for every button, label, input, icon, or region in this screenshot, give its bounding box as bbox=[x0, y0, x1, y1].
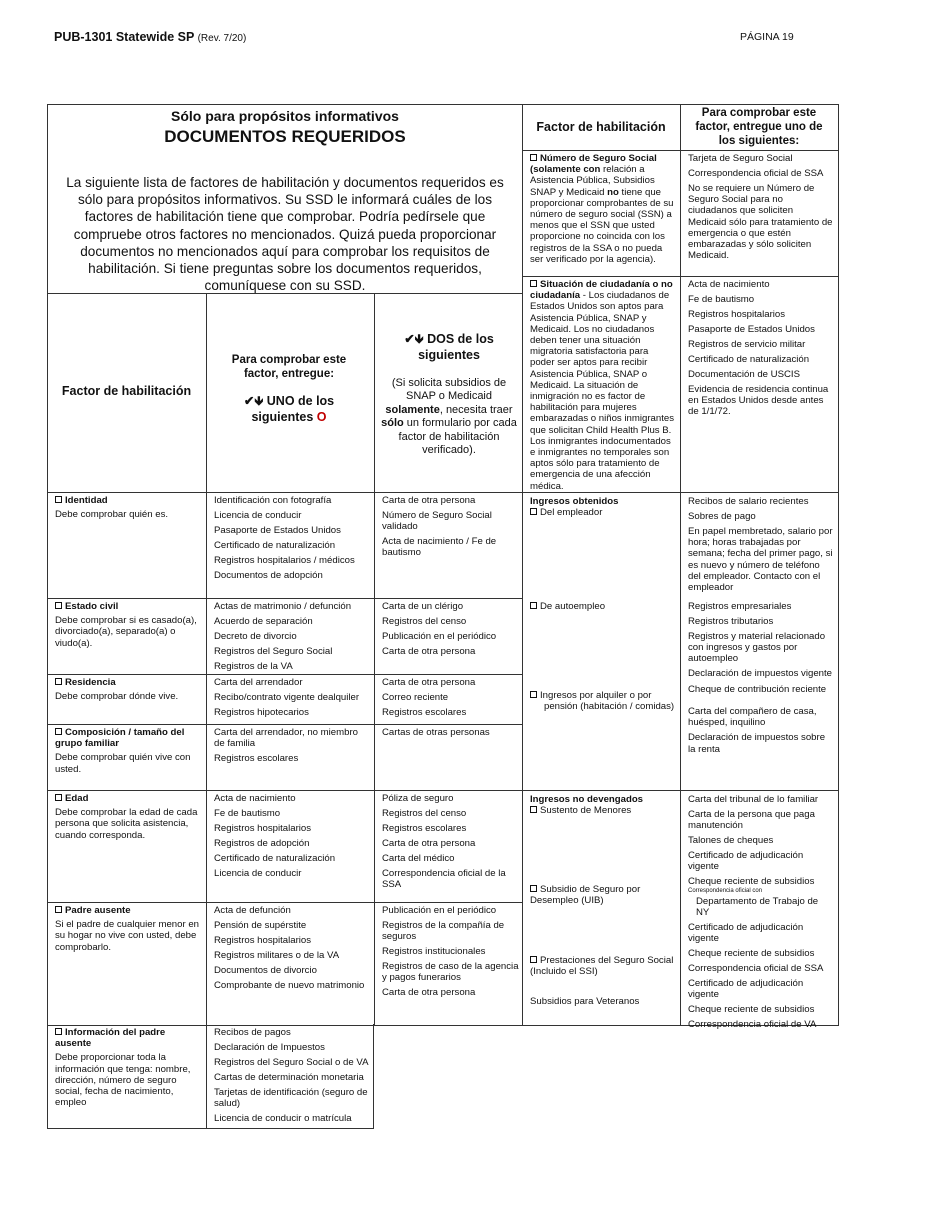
list-item: Certificado de naturalización bbox=[214, 853, 336, 864]
two-of-documents bbox=[382, 495, 519, 562]
self-employment-factor bbox=[530, 601, 675, 612]
checkbox-icon bbox=[55, 728, 62, 735]
one-of-documents bbox=[214, 727, 369, 768]
list-item: Carta del médico bbox=[382, 853, 455, 864]
self-employment-label: De autoempleo bbox=[540, 601, 606, 612]
one-of-documents bbox=[214, 677, 369, 722]
factor-title: Identidad bbox=[65, 495, 108, 506]
uib-label: Subsidio de Seguro por Desempleo (UIB) bbox=[530, 884, 641, 907]
list-item: Registros tributarios bbox=[688, 616, 774, 627]
one-of-text: ✔🡻 UNO de los siguientes bbox=[243, 394, 335, 424]
factor-title: Composición / tamaño del grupo familiar bbox=[55, 727, 185, 750]
unearned-documents bbox=[688, 794, 834, 1034]
list-item: Certificado de adjudicación vigente bbox=[688, 921, 804, 945]
list-item: Carta de un clérigo bbox=[382, 601, 464, 612]
factor-cell bbox=[55, 1027, 201, 1108]
list-item: Registros de la compañía de seguros bbox=[382, 920, 505, 943]
factor-title: Edad bbox=[65, 793, 89, 804]
checkbox-icon bbox=[530, 956, 537, 963]
factor-description: Debe comprobar quién es. bbox=[55, 509, 169, 521]
one-of-documents bbox=[214, 905, 369, 995]
two-of-documents bbox=[382, 727, 519, 742]
factor-cell bbox=[55, 905, 201, 953]
list-item: Certificado de naturalización bbox=[688, 354, 810, 365]
list-item: Departamento de Trabajo de NY bbox=[696, 895, 819, 918]
rental-income-label: Ingresos por alquiler o por pensión (habitación / comidas) bbox=[540, 690, 675, 713]
list-item: En papel membretado, salario por hora; horas trabajadas por semana; fecha del primer pago, si es nuevo y número de teléfono del empleador. Contacto con el empleador bbox=[688, 526, 833, 594]
factor-description: Debe comprobar si es casado(a), divorciado(a), separado(a) o viudo(a). bbox=[55, 615, 197, 649]
social-security-label: Prestaciones del Seguro Social (Incluido el SSI) bbox=[530, 955, 674, 978]
divider bbox=[47, 902, 522, 903]
child-support-label: Sustento de Menores bbox=[540, 805, 632, 817]
list-item: Recibo/contrato vigente dealquiler bbox=[214, 692, 360, 703]
intro-paragraph: La siguiente lista de factores de habilitación y documentos requeridos es sólo para propósitos informativos. Su SSD le informará cuáles de los factores de habilitación tiene que comprobar. Podría pedírsele que compruebe otros factores no mencionados. Quizá pueda proporcionar documentos no mencionados aquí para comprobar los requisitos de habilitación. Si tiene preguntas sobre los documentos requeridos, comuníquese con su SSD. bbox=[66, 175, 504, 294]
list-item: Carta de otra persona bbox=[382, 646, 476, 657]
two-of-text: ✔🡻 DOS de los siguientes bbox=[404, 332, 494, 362]
earned-income-title: Ingresos obtenidos bbox=[530, 496, 619, 507]
list-item: Tarjeta de Seguro Social bbox=[688, 153, 793, 164]
list-item: Actas de matrimonio / defunción bbox=[214, 601, 352, 612]
rental-documents bbox=[688, 684, 834, 759]
list-item: Sobres de pago bbox=[688, 511, 756, 522]
list-item: Licencia de conducir bbox=[214, 868, 302, 879]
list-item: Registros de la VA bbox=[214, 661, 293, 672]
list-item: Acta de defunción bbox=[214, 905, 291, 916]
list-item: Correspondencia oficial de VA bbox=[688, 1019, 817, 1031]
list-item: Declaración de impuestos sobre la renta bbox=[688, 732, 826, 755]
factor-title: Padre ausente bbox=[65, 905, 131, 916]
one-of-documents bbox=[214, 601, 369, 676]
list-item: Tarjetas de identificación (seguro de salud) bbox=[214, 1087, 368, 1110]
two-of-header bbox=[380, 331, 518, 457]
documents-title: DOCUMENTOS REQUERIDOS bbox=[164, 127, 406, 146]
list-item: Cheque reciente de subsidios bbox=[688, 876, 815, 888]
two-of-note: (Si solicita subsidios de SNAP o Medicaid solamente, necesita traer sólo un formulario por cada factor de habilitación verificado). bbox=[381, 377, 517, 457]
list-item: Cartas de otras personas bbox=[382, 727, 490, 738]
document-code bbox=[54, 30, 246, 44]
checkbox-icon bbox=[530, 280, 537, 287]
factor-title: Estado civil bbox=[65, 601, 119, 612]
list-item: Comprobante de nuevo matrimonio bbox=[214, 980, 365, 991]
factor-description: Debe comprobar dónde vive. bbox=[55, 691, 179, 703]
list-item: Registros del Seguro Social o de VA bbox=[214, 1057, 369, 1068]
list-item: Registros escolares bbox=[382, 823, 467, 834]
list-item: Talones de cheques bbox=[688, 835, 774, 847]
list-item: Acta de nacimiento bbox=[688, 279, 770, 290]
list-item: Número de Seguro Social validado bbox=[382, 510, 492, 533]
list-item: Recibos de salario recientes bbox=[688, 496, 809, 507]
checkbox-icon bbox=[530, 602, 537, 609]
list-item: Registros del censo bbox=[382, 616, 467, 627]
list-item: Registros hospitalarios bbox=[214, 823, 312, 834]
factor-description: Si el padre de cualquier menor en su hogar no vive con usted, debe comprobarlo. bbox=[55, 919, 199, 953]
checkbox-icon bbox=[530, 154, 537, 161]
checkbox-icon bbox=[530, 508, 537, 515]
list-item: Declaración de Impuestos bbox=[214, 1042, 325, 1053]
page-number: PÁGINA 19 bbox=[740, 31, 794, 43]
list-item: Licencia de conducir bbox=[214, 510, 302, 521]
one-of-documents bbox=[214, 793, 369, 883]
divider bbox=[522, 276, 839, 277]
social-security-factor bbox=[530, 955, 675, 977]
two-of-documents bbox=[382, 793, 519, 894]
checkbox-icon bbox=[55, 678, 62, 685]
two-of-documents bbox=[382, 601, 519, 661]
checkbox-icon bbox=[530, 691, 537, 698]
employer-documents bbox=[688, 496, 834, 597]
divider bbox=[47, 724, 522, 725]
list-item: Carta del arrendador, no miembro de familia bbox=[214, 727, 358, 750]
list-item: Registros escolares bbox=[214, 753, 299, 765]
list-item: Registros hospitalarios bbox=[688, 309, 786, 320]
factor-header: Factor de habilitación bbox=[61, 384, 192, 398]
list-item: Registros empresariales bbox=[688, 601, 792, 612]
list-item: Carta del tribunal de lo familiar bbox=[688, 794, 819, 805]
rental-income-factor bbox=[530, 690, 682, 712]
list-item: Documentación de USCIS bbox=[688, 369, 800, 380]
list-item: Decreto de divorcio bbox=[214, 631, 297, 642]
list-item: Registros militares o de la VA bbox=[214, 950, 340, 961]
list-item: Correspondencia oficial de SSA bbox=[688, 168, 824, 179]
divider bbox=[206, 293, 207, 1129]
prove-header-text: Para comprobar este factor, entregue: bbox=[231, 354, 347, 380]
factor-cell bbox=[55, 727, 201, 775]
right-prove-header: Para comprobar este factor, entregue uno de los siguientes: bbox=[695, 107, 823, 147]
divider bbox=[522, 150, 839, 151]
two-of-documents bbox=[382, 677, 519, 722]
list-item: Carta de otra persona bbox=[382, 987, 476, 999]
factor-cell bbox=[55, 793, 201, 841]
list-item: Registros del censo bbox=[382, 808, 467, 819]
list-item: Póliza de seguro bbox=[382, 793, 454, 804]
list-item: No se requiere un Número de Seguro Social para no ciudadanos que soliciten Medicaid sólo para tratamiento de emergencia o que estén embarazadas y sólo soliciten Medicaid. bbox=[688, 183, 833, 262]
list-item: Acta de nacimiento / Fe de bautismo bbox=[382, 536, 497, 559]
prove-header bbox=[214, 353, 364, 425]
list-item: Pasaporte de Estados Unidos bbox=[214, 525, 341, 536]
factor-description: Debe comprobar la edad de cada persona que solicita asistencia, cuando corresponda. bbox=[55, 807, 198, 841]
two-of-documents bbox=[382, 905, 519, 1002]
citizenship-documents bbox=[688, 279, 834, 421]
list-item: Certificado de adjudicación vigente bbox=[688, 850, 804, 873]
list-item: Documentos de divorcio bbox=[214, 965, 317, 976]
checkbox-icon bbox=[55, 906, 62, 913]
checkbox-icon bbox=[55, 496, 62, 503]
divider bbox=[522, 492, 839, 493]
list-item: Documentos de adopción bbox=[214, 570, 323, 581]
list-item: Cheque de contribución reciente bbox=[688, 684, 827, 695]
list-item: Licencia de conducir o matrícula bbox=[214, 1113, 352, 1125]
list-item: Registros del Seguro Social bbox=[214, 646, 333, 657]
list-item: Carta del arrendador bbox=[214, 677, 303, 688]
doc-code-text: PUB-1301 Statewide SP bbox=[54, 30, 195, 44]
divider bbox=[47, 598, 522, 599]
list-item: Fe de bautismo bbox=[688, 294, 755, 305]
one-of-documents bbox=[214, 1027, 369, 1128]
list-item: Registros de caso de la agencia y pagos funerarios bbox=[382, 961, 519, 984]
divider bbox=[522, 104, 523, 1025]
list-item: Publicación en el periódico bbox=[382, 631, 497, 642]
employer-label: Del empleador bbox=[540, 507, 603, 519]
citizenship-factor: Situación de ciudadanía o no ciudadanía - Los ciudadanos de Estados Unidos son aptos para Asistencia Pública, SNAP y Medicaid. Los no ciudadanos deben tener una situación migratoria satisfactoria para poder ser aptos para recibir Asistencia Pública, SNAP o Medicaid. La situación de inmigración no es factor de habilitación para mujeres embarazadas o niños inmigrantes que solicitan Child Health Plus B. Los inmigrantes indocumentados e inmigrantes no temporales son aptos sólo para tratamiento de emergencia de una afección médica. bbox=[530, 279, 674, 492]
veterans-factor: Subsidios para Veteranos bbox=[530, 996, 640, 1007]
list-item: Cheque reciente de subsidios bbox=[688, 1004, 815, 1016]
unearned-income-title: Ingresos no devengados bbox=[530, 794, 644, 805]
one-of-header bbox=[214, 393, 364, 425]
uib-factor bbox=[530, 884, 675, 906]
factor-title: Residencia bbox=[65, 677, 116, 688]
list-item: Declaración de impuestos vigente bbox=[688, 668, 832, 680]
divider bbox=[680, 104, 681, 1025]
list-item: Registros de servicio militar bbox=[688, 339, 806, 350]
list-item: Correspondencia oficial de SSA bbox=[688, 963, 824, 975]
earned-income-factor bbox=[530, 496, 675, 518]
citizenship-title: Situación de ciudadanía o no ciudadanía bbox=[530, 279, 673, 302]
revision-text: (Rev. 7/20) bbox=[197, 33, 247, 44]
factor-title: Información del padre ausente bbox=[55, 1027, 166, 1050]
list-item: Certificado de adjudicación vigente bbox=[688, 978, 804, 1001]
checkbox-icon bbox=[55, 794, 62, 801]
info-title: Sólo para propósitos informativos bbox=[171, 108, 399, 124]
list-item: Cartas de determinación monetaria bbox=[214, 1072, 364, 1083]
factor-cell bbox=[55, 677, 201, 702]
list-item: Registros de adopción bbox=[214, 838, 310, 849]
list-item: Carta del compañero de casa, huésped, inquilino bbox=[688, 706, 817, 729]
one-of-documents bbox=[214, 495, 369, 585]
list-item: Carta de la persona que paga manutención bbox=[688, 809, 815, 832]
list-item: Pasaporte de Estados Unidos bbox=[688, 324, 815, 335]
list-item: Carta de otra persona bbox=[382, 495, 476, 506]
list-item: Registros institucionales bbox=[382, 946, 486, 958]
ssn-documents bbox=[688, 153, 834, 265]
or-text: O bbox=[316, 410, 327, 424]
list-item: Evidencia de residencia continua en Estados Unidos desde antes de 1/1/72. bbox=[688, 384, 829, 418]
right-factor-header: Factor de habilitación bbox=[536, 120, 666, 134]
checkbox-icon bbox=[55, 1028, 62, 1035]
list-item: Correo reciente bbox=[382, 692, 449, 703]
checkbox-icon bbox=[530, 885, 537, 892]
checkbox-icon bbox=[530, 806, 537, 813]
list-item: Acuerdo de separación bbox=[214, 616, 313, 627]
list-item: Fe de bautismo bbox=[214, 808, 281, 819]
factor-description: Debe proporcionar toda la información que tenga: nombre, dirección, número de seguro social, fecha de nacimiento, empleo bbox=[55, 1052, 191, 1109]
divider bbox=[522, 790, 839, 791]
list-item: Recibos de pagos bbox=[214, 1027, 291, 1038]
divider bbox=[374, 293, 375, 1026]
small-note: Correspondencia oficial con bbox=[688, 887, 763, 894]
list-item: Correspondencia oficial de la SSA bbox=[382, 868, 506, 891]
list-item: Certificado de naturalización bbox=[214, 540, 336, 551]
self-employment-documents bbox=[688, 601, 834, 683]
unearned-income-factor bbox=[530, 794, 675, 816]
checkbox-icon bbox=[55, 602, 62, 609]
divider bbox=[47, 492, 522, 493]
list-item: Registros hospitalarios / médicos bbox=[214, 555, 355, 566]
list-item: Acta de nacimiento bbox=[214, 793, 296, 804]
list-item: Registros hipotecarios bbox=[214, 707, 309, 718]
list-item: Carta de otra persona bbox=[382, 677, 476, 688]
list-item: Registros hospitalarios bbox=[214, 935, 312, 946]
list-item: Carta de otra persona bbox=[382, 838, 476, 849]
ssn-title: Número de Seguro Social bbox=[540, 153, 657, 164]
factor-cell bbox=[55, 601, 201, 649]
ssn-factor: Número de Seguro Social (solamente con relación a Asistencia Pública, Subsidios SNAP y Medicaid no tiene que proporcionar comprobantes de su número de seguro social (SSN) a menos que el SSN que usted proporcione no coincida con los registros de la SSA o no pueda ser verificado por la agencia). bbox=[530, 153, 674, 265]
list-item: Registros y material relacionado con ingresos y gastos por autoempleo bbox=[688, 631, 826, 665]
factor-cell bbox=[55, 495, 201, 520]
list-item: Registros escolares bbox=[382, 707, 467, 718]
divider bbox=[47, 790, 522, 791]
list-item: Pensión de supérstite bbox=[214, 920, 307, 931]
list-item: Cheque reciente de subsidios bbox=[688, 948, 815, 960]
factor-description: Debe comprobar quién vive con usted. bbox=[55, 752, 191, 775]
list-item: Identificación con fotografía bbox=[214, 495, 332, 506]
list-item: Publicación en el periódico bbox=[382, 905, 497, 916]
